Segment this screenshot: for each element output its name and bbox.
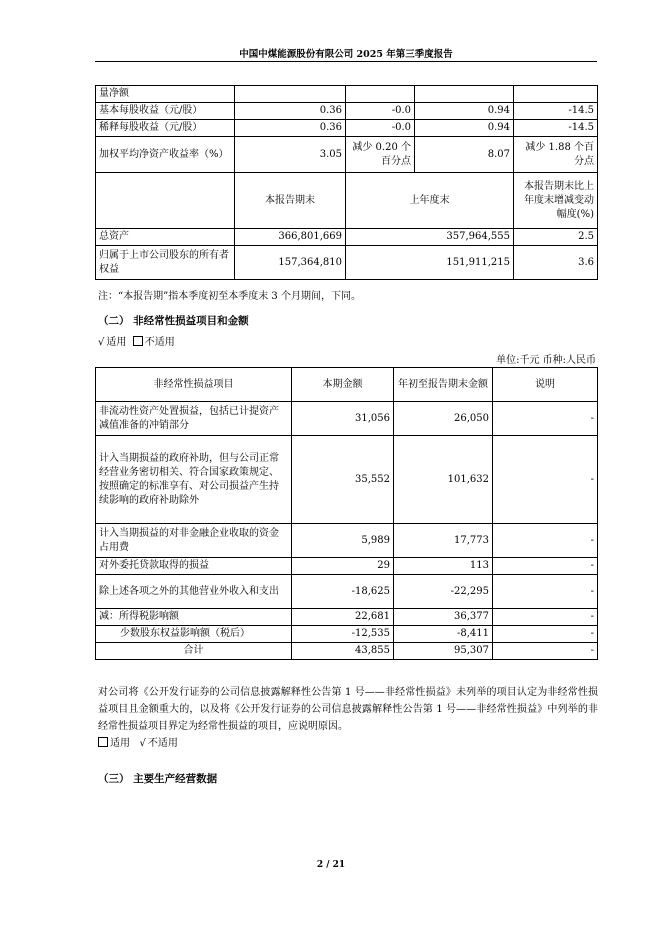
table-row [96, 626, 598, 643]
cell-value: 0.36 [235, 103, 346, 120]
cell-value: 0.94 [415, 120, 514, 137]
row-item: 对外委托贷款取得的损益 [96, 558, 292, 575]
cell-value: 43,855 [292, 643, 394, 660]
cell-value: - [493, 436, 598, 524]
page-header: 中国中煤能源股份有限公司 2025 年第三季度报告 [239, 49, 453, 60]
table-row [96, 229, 598, 246]
table-row [96, 436, 598, 524]
applicable-label: 适用 [110, 738, 130, 749]
cell-value: -14.5 [514, 103, 598, 120]
row-label: 总资产 [96, 229, 235, 246]
cell-value: 0.36 [235, 120, 346, 137]
cell-value: - [493, 626, 598, 643]
table-row [96, 558, 598, 575]
row-label: 基本每股收益（元/股） [96, 103, 235, 120]
not-applicable-label: 不适用 [147, 738, 178, 749]
cell-value: 29 [292, 558, 394, 575]
table-row [96, 137, 598, 173]
unchecked-box-icon [133, 336, 143, 346]
cell-value: -12,535 [292, 626, 394, 643]
table-row [96, 609, 598, 626]
cell-value: - [493, 558, 598, 575]
cell-value: -18,625 [292, 575, 394, 609]
page-number: 2 / 21 [316, 860, 346, 870]
unit-label: 单位:千元 币种:人民币 [496, 355, 596, 366]
table-note: 注：“本报告期”指本季度初至本季度末 3 个月期间，下同。 [98, 291, 361, 302]
cell-value: 101,632 [394, 436, 493, 524]
cell-value: 36,377 [394, 609, 493, 626]
financial-summary-table [95, 85, 598, 280]
unchecked-box-icon [98, 737, 108, 747]
non-recurring-table [95, 367, 598, 660]
cell-value: 减少 1.88 个百分点 [514, 137, 598, 173]
cell-value: 357,964,555 [346, 229, 514, 246]
table-row [96, 86, 598, 103]
checked-icon: √ [98, 337, 105, 348]
cell-value: -8,411 [394, 626, 493, 643]
cell-value: - [493, 643, 598, 660]
cell-value: 17,773 [394, 524, 493, 558]
cell-value: -0.0 [346, 103, 415, 120]
cell-value: -22,295 [394, 575, 493, 609]
cell-value: -14.5 [514, 120, 598, 137]
subheader-current: 本报告期末 [235, 173, 346, 229]
row-item: 合计 [96, 643, 292, 660]
row-item: 计入当期损益的对非金融企业收取的资金占用费 [96, 524, 292, 558]
cell-value: 31,056 [292, 402, 394, 436]
applicability-checkboxes-2 [98, 734, 178, 749]
cell-value: 366,801,669 [235, 229, 346, 246]
cell-value: - [493, 402, 598, 436]
cell-value: 3.05 [235, 137, 346, 173]
subheader-prior: 上年度末 [346, 173, 514, 229]
table-row [96, 120, 598, 137]
cell-value: 157,364,810 [235, 246, 346, 280]
cell-value: -0.0 [346, 120, 415, 137]
subheader-change: 本报告期末比上年度末增减变动幅度(%) [514, 173, 598, 229]
row-label: 归属于上市公司股东的所有者权益 [96, 246, 235, 280]
row-item: 除上述各项之外的其他营业外收入和支出 [96, 575, 292, 609]
section-title-3: （三） 主要生产经营数据 [98, 773, 218, 785]
applicability-checkboxes [98, 333, 175, 348]
cell-value: 26,050 [394, 402, 493, 436]
row-item: 减：所得税影响额 [96, 609, 292, 626]
row-item: 少数股东权益影响额（税后） [96, 626, 292, 643]
cell-value: 22,681 [292, 609, 394, 626]
column-header: 年初至报告期末金额 [394, 368, 493, 402]
table-row [96, 575, 598, 609]
row-item: 非流动性资产处置损益，包括已计提资产减值准备的冲销部分 [96, 402, 292, 436]
header-rule [95, 61, 597, 62]
cell-value: - [493, 609, 598, 626]
row-item: 计入当期损益的政府补助，但与公司正常经营业务密切相关、符合国家政策规定、按照确定的标准享有、对公司损益产生持续影响的政府补助除外 [96, 436, 292, 524]
table-row [96, 103, 598, 120]
table-subheader-row [96, 173, 598, 229]
table-row [96, 246, 598, 280]
cell-value: 0.94 [415, 103, 514, 120]
column-header: 说明 [493, 368, 598, 402]
cell-value: 113 [394, 558, 493, 575]
not-applicable-label: 不适用 [144, 337, 175, 348]
cell-value: 减少 0.20 个百分点 [346, 137, 415, 173]
column-header: 非经常性损益项目 [96, 368, 292, 402]
table-total-row [96, 643, 598, 660]
explanation-paragraph: 对公司将《公开发行证券的公司信息披露解释性公告第 1 号——非经常性损益》未列举的项目认定为非经常性损益项目且金额重大的，以及将《公开发行证券的公司信息披露解释性公告第 1 号——非经常性损益》中列举的非经常性损益项目界定为经常性损益的项目，应说明原因。 [98, 687, 598, 732]
cell-value: 95,307 [394, 643, 493, 660]
table-header-row [96, 368, 598, 402]
table-row [96, 402, 598, 436]
section-title: （二） 非经常性损益项目和金额 [98, 315, 249, 327]
table-row [96, 524, 598, 558]
cell-value: 2.5 [514, 229, 598, 246]
cell-value: 3.6 [514, 246, 598, 280]
cell-value: 35,552 [292, 436, 394, 524]
cell-value: 8.07 [415, 137, 514, 173]
column-header: 本期金额 [292, 368, 394, 402]
row-label: 加权平均净资产收益率（%） [96, 137, 235, 173]
cell-value: 5,989 [292, 524, 394, 558]
row-label: 量净额 [96, 86, 235, 103]
cell-value: - [493, 575, 598, 609]
cell-value: 151,911,215 [346, 246, 514, 280]
cell-value: - [493, 524, 598, 558]
row-label: 稀释每股收益（元/股） [96, 120, 235, 137]
checked-icon: √ [139, 738, 146, 749]
applicable-label: 适用 [106, 337, 127, 348]
